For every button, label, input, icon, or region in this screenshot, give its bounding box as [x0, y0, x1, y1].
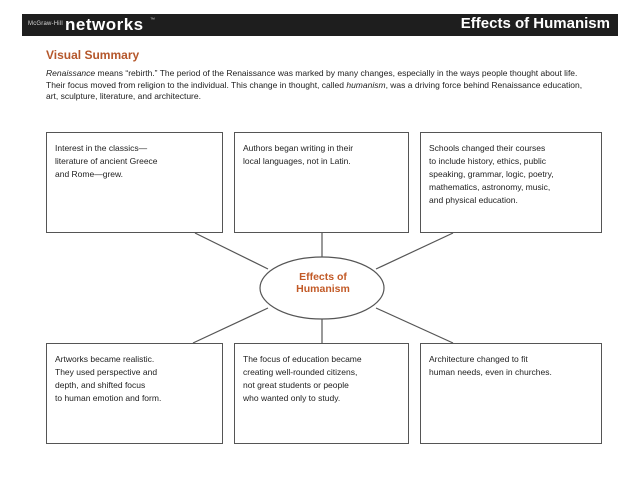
effect-box-artworks	[46, 343, 223, 444]
connector-line-top-left	[195, 233, 268, 269]
effect-box-text: Authors began writing in their local languages, not in Latin.	[243, 143, 354, 166]
effect-box-education	[234, 343, 409, 444]
publisher-logo: McGraw-Hill	[28, 21, 63, 27]
effect-box-architecture	[420, 343, 602, 444]
effect-box-text: Architecture changed to fit human needs, even in churches.	[429, 354, 552, 377]
connector-line-top-right	[376, 233, 453, 269]
intro-term-renaissance: Renaissance	[46, 68, 96, 78]
effect-box-classics	[46, 132, 223, 233]
brand-logo: networks	[65, 15, 144, 34]
connector-line-bottom-right	[376, 308, 453, 343]
intro-text-2: , was a driving force behind Renaissance education, art, sculpture, literature, and architecture.	[46, 79, 583, 101]
page-title: Effects of Humanism	[460, 15, 610, 32]
effect-box-text: Schools changed their courses to include history, ethics, public speaking, grammar, logic, poetry, mathematics, astronomy, music, and physical education.	[429, 143, 554, 205]
connector-line-bottom-left	[193, 308, 268, 343]
section-title: Visual Summary	[46, 48, 140, 62]
effect-box-text: The focus of education became creating well-rounded citizens, not great students or people who wanted only to study.	[243, 354, 362, 403]
trademark-mark: ™	[150, 17, 155, 23]
center-label-line-2: Humanism	[296, 283, 350, 295]
effect-box-text: Interest in the classics— literature of ancient Greece and Rome—grew.	[55, 143, 158, 179]
intro-term-humanism: humanism	[346, 79, 386, 90]
effect-box-schools	[420, 132, 602, 233]
effect-box-text: Artworks became realistic. They used perspective and depth, and shifted focus to human emotion and form.	[55, 354, 162, 403]
center-label	[262, 271, 384, 295]
effect-box-languages	[234, 132, 409, 233]
intro-text-1: means “rebirth.” The period of the Renaissance was marked by many changes, especially in the ways people thought about life. Their focus moved from religion to the individual. This change in thought, called	[46, 68, 578, 90]
center-label-line-1: Effects of	[299, 271, 347, 283]
